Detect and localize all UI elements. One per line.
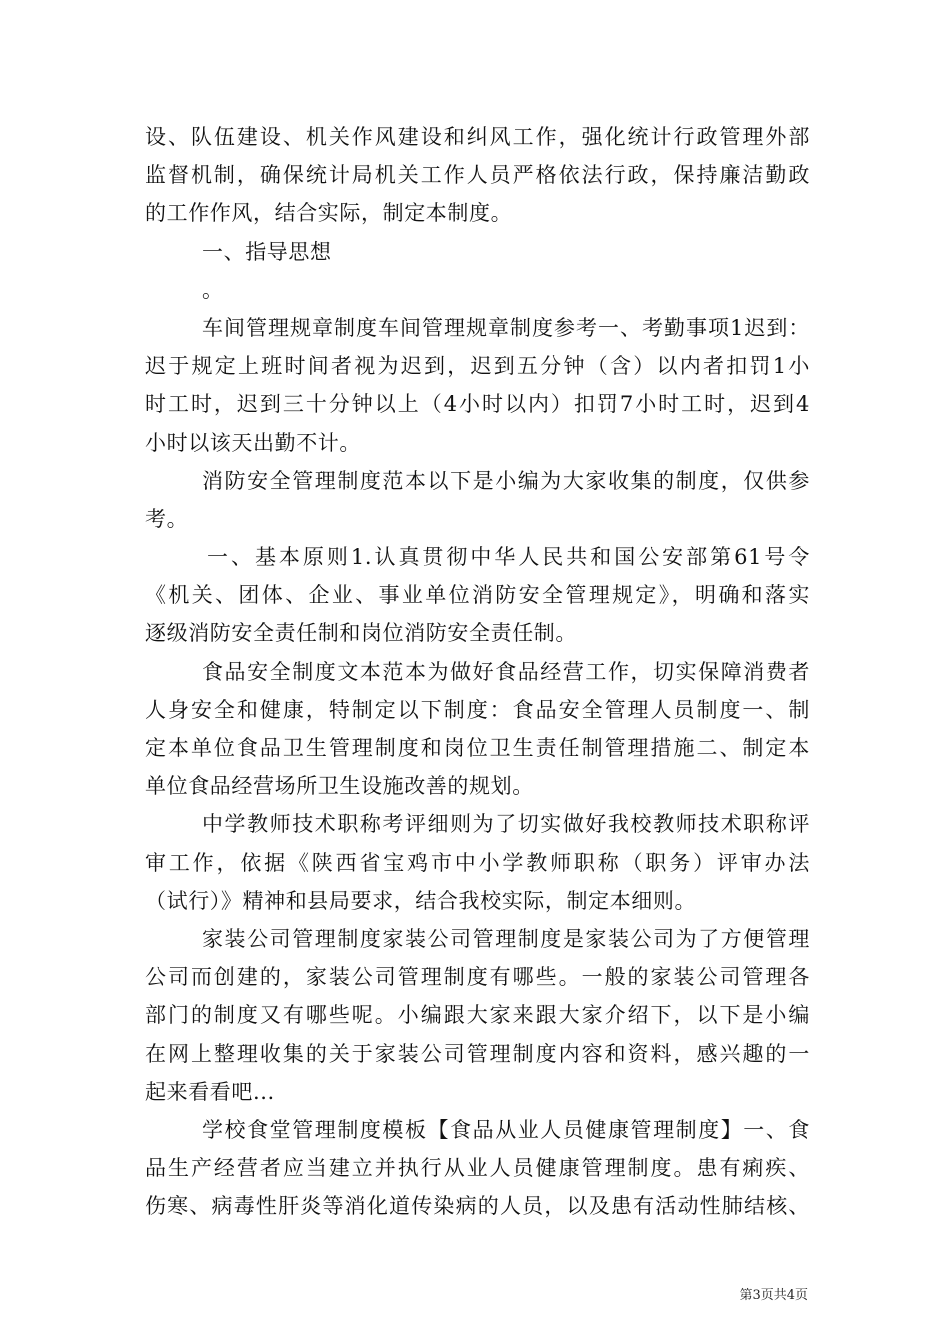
text-line: 考。 [145, 506, 189, 531]
text-line: 家装公司管理制度家装公司管理制度是家装公司为了方便管理 [202, 926, 810, 951]
text-line: 人身安全和健康，特制定以下制度：食品安全管理人员制度一、制 [145, 697, 810, 722]
text-line: 部门的制度又有哪些呢。小编跟大家来跟大家介绍下，以下是小编 [145, 1003, 810, 1028]
text-line: 中学教师技术职称考评细则为了切实做好我校教师技术职称评 [202, 812, 810, 837]
text-line: 食品安全制度文本范本为做好食品经营工作，切实保障消费者 [202, 659, 810, 684]
text-line: 小时以该天出勤不计。 [145, 430, 361, 455]
text-line: 逐级消防安全责任制和岗位消防安全责任制。 [145, 621, 577, 646]
text-line: 在网上整理收集的关于家装公司管理制度内容和资料，感兴趣的一 [145, 1041, 810, 1066]
text-line: 定本单位食品卫生管理制度和岗位卫生责任制管理措施二、制定本 [145, 736, 810, 760]
text-line: 监督机制，确保统计局机关工作人员严格依法行政，保持廉洁勤政 [145, 163, 810, 188]
text-line: （试行）》精神和县局要求，结合我校实际，制定本细则。 [145, 888, 697, 913]
text-line: 公司而创建的，家装公司管理制度有哪些。一般的家装公司管理各 [145, 965, 810, 990]
text-line: 伤寒、病毒性肝炎等消化道传染病的人员，以及患有活动性肺结核、 [145, 1194, 810, 1219]
text-line: 车间管理规章制度车间管理规章制度参考一、考勤事项1迟到： [202, 315, 810, 340]
document-body [145, 118, 810, 1225]
text-line: 起来看看吧... [145, 1079, 275, 1104]
text-line: 品生产经营者应当建立并执行从业人员健康管理制度。患有痢疾、 [145, 1156, 810, 1181]
text-line: 消防安全管理制度范本以下是小编为大家收集的制度，仅供参 [202, 468, 810, 493]
text-line: 。 [202, 277, 224, 302]
text-line: 时工时，迟到三十分钟以上（4小时以内）扣罚7小时工时，迟到4 [145, 392, 810, 417]
text-line: 单位食品经营场所卫生设施改善的规划。 [145, 774, 534, 799]
text-line: 一、基本原则1.认真贯彻中华人民共和国公安部第61号令 [207, 545, 810, 570]
text-line: 迟于规定上班时间者视为迟到，迟到五分钟（含）以内者扣罚1小 [145, 354, 810, 379]
page-number: 第3页共4页 [739, 1288, 808, 1303]
text-line: 设、队伍建设、机关作风建设和纠风工作，强化统计行政管理外部 [145, 125, 810, 149]
text-line: 《机关、团体、企业、事业单位消防安全管理规定》，明确和落实 [145, 583, 810, 608]
text-line: 学校食堂管理制度模板【食品从业人员健康管理制度】一、食 [202, 1117, 810, 1142]
text-line: 的工作作风，结合实际，制定本制度。 [145, 201, 513, 226]
text-line: 审工作，依据《陕西省宝鸡市中小学教师职称（职务）评审办法 [145, 850, 810, 875]
section-heading: 一、指导思想 [202, 239, 332, 264]
